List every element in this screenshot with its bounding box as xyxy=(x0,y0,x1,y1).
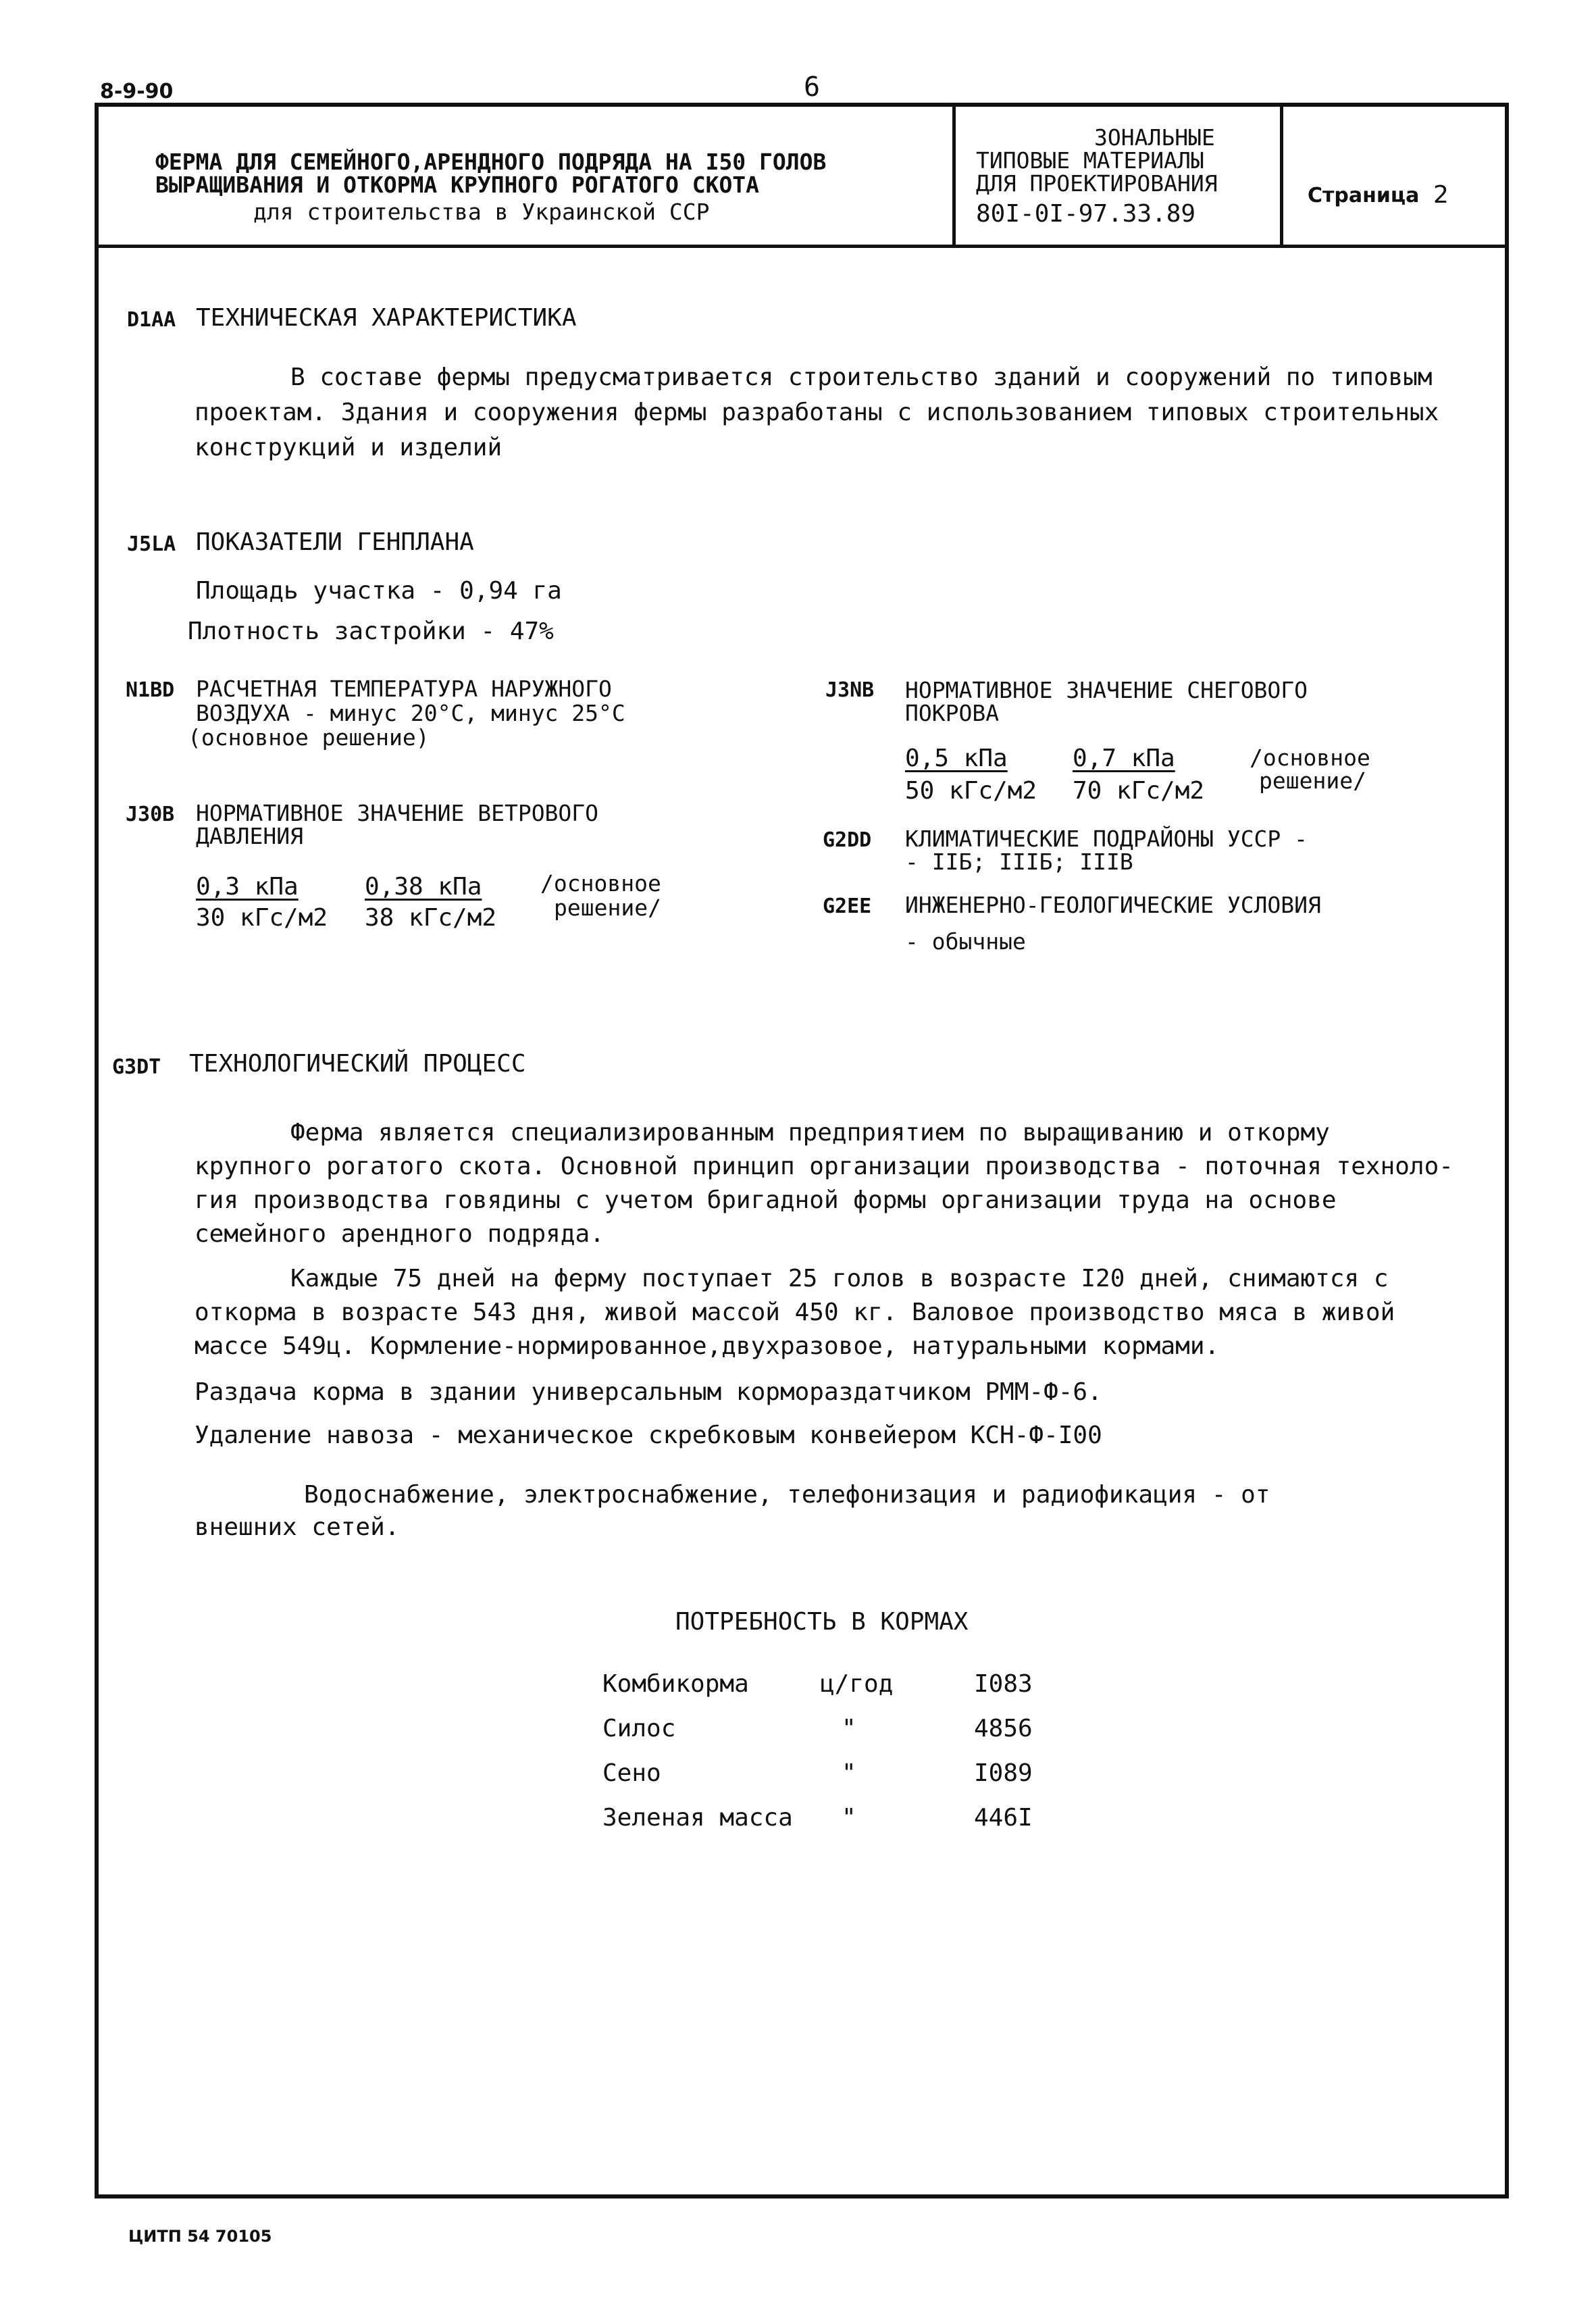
text-line: гия производства говядины с учетом бригадной формы организации труда на основе xyxy=(195,1186,1337,1214)
series-code: 80I-0I-97.33.89 xyxy=(976,200,1196,228)
wind-value-2-kgs: 38 кГс/м2 xyxy=(365,904,497,932)
feed-unit: " xyxy=(842,1759,856,1787)
wind-value-2-kpa: 0,38 кПа xyxy=(365,873,482,901)
feed-name: Комбикорма xyxy=(602,1670,749,1698)
table-row xyxy=(602,1715,1033,1759)
section-title: ТЕХНОЛОГИЧЕСКИЙ ПРОЦЕСС xyxy=(189,1050,526,1078)
text-line: массе 549ц. Кормление-нормированное,двухразовое, натуральными кормами. xyxy=(195,1332,1220,1360)
text-line: откорма в возрасте 543 дня, живой массой 450 кг. Валовое производство мяса в живой xyxy=(195,1299,1395,1326)
section-title: ТЕХНИЧЕСКАЯ ХАРАКТЕРИСТИКА xyxy=(196,304,577,332)
feed-name: Сено xyxy=(602,1759,661,1787)
wind-note: /основное xyxy=(540,870,661,897)
text-line: В составе фермы предусматривается строительство зданий и сооружений по типовым xyxy=(290,363,1433,391)
header-divider-1 xyxy=(952,103,956,246)
text-line: внешних сетей. xyxy=(195,1513,400,1541)
feed-unit: ц/год xyxy=(820,1670,894,1698)
feed-value: I089 xyxy=(974,1759,1033,1787)
snow-note: /основное xyxy=(1250,745,1370,771)
snow-value-1-kpa: 0,5 кПа xyxy=(905,745,1008,772)
feed-value: I083 xyxy=(974,1670,1033,1698)
site-area: Площадь участка - 0,94 га xyxy=(196,577,562,605)
header-bottom-divider xyxy=(95,245,1505,248)
text-line: - IIБ; IIIБ; IIIВ xyxy=(905,849,1133,875)
building-density: Плотность застройки - 47% xyxy=(188,618,554,645)
series-line: ТИПОВЫЕ МАТЕРИАЛЫ xyxy=(976,147,1204,174)
series-line: ЗОНАЛЬНЫЕ xyxy=(1094,124,1215,151)
text-line: семейного арендного подряда. xyxy=(195,1220,604,1248)
page-number: 6 xyxy=(804,72,821,103)
feed-unit: " xyxy=(842,1804,856,1832)
series-line: ДЛЯ ПРОЕКТИРОВАНИЯ xyxy=(976,170,1218,197)
feed-unit: " xyxy=(842,1715,856,1742)
text-line: Водоснабжение, электроснабжение, телефонизация и радиофикация - от xyxy=(304,1481,1270,1509)
footer-stamp: ЦИТП 54 70105 xyxy=(128,2227,272,2246)
snow-note: решение/ xyxy=(1259,768,1366,794)
section-code: G2EE xyxy=(823,895,872,918)
wind-value-1-kgs: 30 кГс/м2 xyxy=(196,904,328,932)
text-line: Каждые 75 дней на ферму поступает 25 голов в возрасте I20 дней, снимаются с xyxy=(290,1265,1389,1292)
text-line: НОРМАТИВНОЕ ЗНАЧЕНИЕ СНЕГОВОГО xyxy=(905,677,1308,703)
feed-name: Силос xyxy=(602,1715,676,1742)
section-title: ПОКАЗАТЕЛИ ГЕНПЛАНА xyxy=(196,528,474,556)
feed-table xyxy=(602,1670,1033,1848)
feed-title: ПОТРЕБНОСТЬ В КОРМАХ xyxy=(675,1608,969,1636)
section-code: J3NB xyxy=(825,678,875,702)
snow-value-2-kpa: 0,7 кПа xyxy=(1073,745,1175,772)
table-row xyxy=(602,1670,1033,1715)
page-label: Страница xyxy=(1308,184,1420,207)
wind-value-1-kpa: 0,3 кПа xyxy=(196,873,299,901)
section-code: G2DD xyxy=(823,828,872,852)
wind-note: решение/ xyxy=(554,895,661,921)
section-code: N1BD xyxy=(126,678,175,702)
text-line: конструкций и изделий xyxy=(195,434,503,461)
section-code: J30B xyxy=(126,803,175,826)
feed-value: 446I xyxy=(974,1804,1033,1832)
section-code: G3DT xyxy=(112,1055,161,1079)
section-code: J5LA xyxy=(127,532,176,556)
text-line: Удаление навоза - механическое скребковым конвейером КСН-Ф-I00 xyxy=(195,1422,1102,1449)
table-row xyxy=(602,1804,1033,1848)
text-line: ДАВЛЕНИЯ xyxy=(196,823,303,849)
page-value: 2 xyxy=(1433,181,1449,209)
table-row xyxy=(602,1759,1033,1804)
text-line: НОРМАТИВНОЕ ЗНАЧЕНИЕ ВЕТРОВОГО xyxy=(196,800,599,826)
text-line: - обычные xyxy=(905,928,1026,955)
section-code: D1AA xyxy=(127,308,176,332)
text-line: Раздача корма в здании универсальным кормораздатчиком РММ-Ф-6. xyxy=(195,1378,1102,1406)
text-line: РАСЧЕТНАЯ ТЕМПЕРАТУРА НАРУЖНОГО xyxy=(196,676,612,702)
text-line: ВОЗДУХА - минус 20°С, минус 25°С xyxy=(196,700,625,726)
title-line: ВЫРАЩИВАНИЯ И ОТКОРМА КРУПНОГО РОГАТОГО СКОТА xyxy=(155,172,760,198)
title-line: ФЕРМА ДЛЯ СЕМЕЙНОГО,АРЕНДНОГО ПОДРЯДА НА I50 ГОЛОВ xyxy=(155,149,827,175)
header-divider-2 xyxy=(1280,103,1283,246)
snow-value-1-kgs: 50 кГс/м2 xyxy=(905,777,1037,805)
feed-value: 4856 xyxy=(974,1715,1033,1742)
snow-value-2-kgs: 70 кГс/м2 xyxy=(1073,777,1205,805)
text-line: Ферма является специализированным предприятием по выращиванию и откорму xyxy=(290,1119,1330,1147)
corner-date: 8-9-90 xyxy=(100,80,174,103)
title-line: для строительства в Украинской ССР xyxy=(253,199,710,225)
text-line: проектам. Здания и сооружения фермы разработаны с использованием типовых строительных xyxy=(195,399,1439,426)
text-line: КЛИМАТИЧЕСКИЕ ПОДРАЙОНЫ УССР - xyxy=(905,826,1308,852)
feed-name: Зеленая масса xyxy=(602,1804,793,1832)
text-line: ПОКРОВА xyxy=(905,700,1000,726)
text-line: ИНЖЕНЕРНО-ГЕОЛОГИЧЕСКИЕ УСЛОВИЯ xyxy=(905,892,1321,918)
text-line: крупного рогатого скота. Основной принцип организации производства - поточная техноло- xyxy=(195,1153,1453,1180)
text-line: (основное решение) xyxy=(188,724,430,751)
